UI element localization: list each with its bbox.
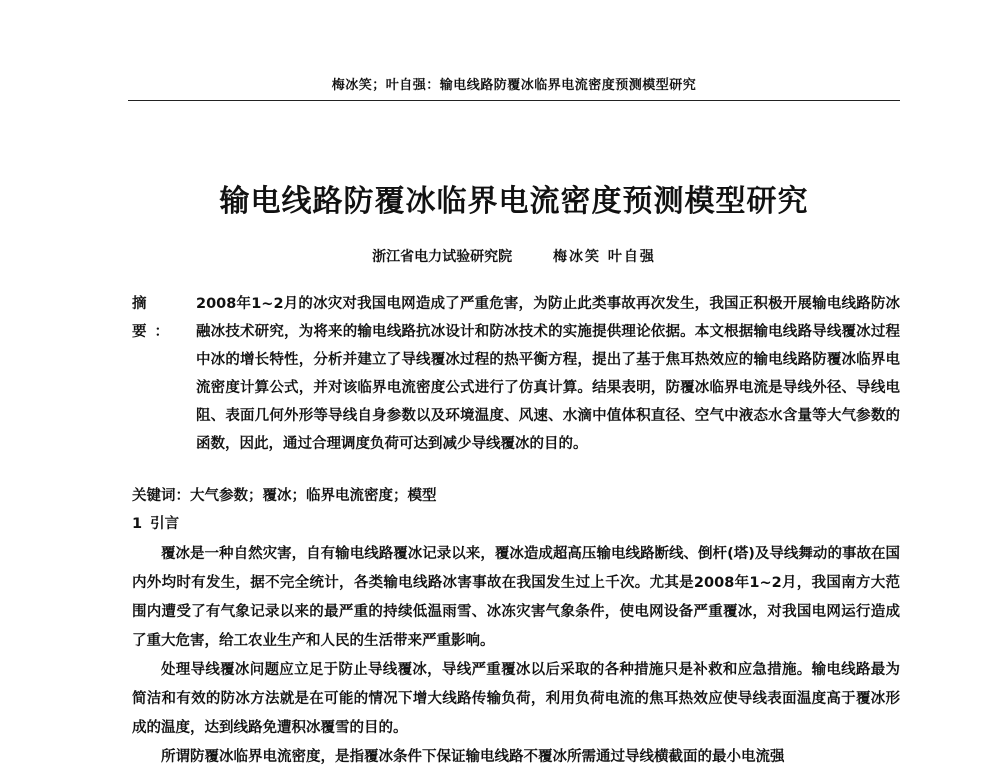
section-title: 引言: [150, 516, 180, 532]
abstract-label: 摘 要：: [132, 296, 177, 340]
paragraph: 所谓防覆冰临界电流密度，是指覆冰条件下保证输电线路不覆冰所需通过导线横截面的最小电流强: [161, 749, 785, 765]
affiliation: 浙江省电力试验研究院: [372, 249, 513, 265]
body-text: [132, 540, 900, 772]
keywords-text: 大气参数；覆冰；临界电流密度；模型: [190, 488, 437, 504]
paragraph: 处理导线覆冰问题应立足于防止导线覆冰，导线严重覆冰以后采取的各种措施只是补救和应急措施。输电线路最为简洁和有效的防冰方法就是在可能的情况下增大线路传输负荷，利用负荷电流的焦耳热效应使导线表面温度高于覆冰形成的温度，达到线路免遭积冰覆雪的目的。: [132, 662, 900, 736]
header-rule: [128, 100, 900, 101]
keywords-label: 关键词：: [132, 488, 190, 504]
keywords: [132, 484, 900, 505]
abstract: [132, 290, 900, 458]
affiliation-line: [128, 246, 900, 266]
section-heading: [132, 512, 432, 533]
running-head: 梅冰笑；叶自强：输电线路防覆冰临界电流密度预测模型研究: [331, 78, 697, 93]
paper-title: 输电线路防覆冰临界电流密度预测模型研究: [219, 184, 809, 219]
authors: 梅冰笑 叶自强: [553, 249, 656, 265]
paragraph: 覆冰是一种自然灾害，自有输电线路覆冰记录以来，覆冰造成超高压输电线路断线、倒杆(塔)及导线舞动的事故在国内外均时有发生，据不完全统计，各类输电线路冰害事故在我国发生过上千次。尤其是2008年1~2月，我国南方大范围内遭受了有气象记录以来的最严重的持续低温雨雪、冰冻灾害气象条件，使电网设备严重覆冰，对我国电网运行造成了重大危害，给工农业生产和人民的生活带来严重影响。: [132, 546, 900, 649]
abstract-text: 2008年1~2月的冰灾对我国电网造成了严重危害，为防止此类事故再次发生，我国正积极开展输电线路防冰融冰技术研究，为将来的输电线路抗冰设计和防冰技术的实施提供理论依据。本文根据输电线路导线覆冰过程中冰的增长特性，分析并建立了导线覆冰过程的热平衡方程，提出了基于焦耳热效应的输电线路防覆冰临界电流密度计算公式，并对该临界电流密度公式进行了仿真计算。结果表明，防覆冰临界电流是导线外径、导线电阻、表面几何外形等导线自身参数以及环境温度、风速、水滴中值体积直径、空气中液态水含量等大气参数的函数，因此，通过合理调度负荷可达到减少导线覆冰的目的。: [196, 296, 900, 452]
section-number: 1: [132, 516, 143, 532]
